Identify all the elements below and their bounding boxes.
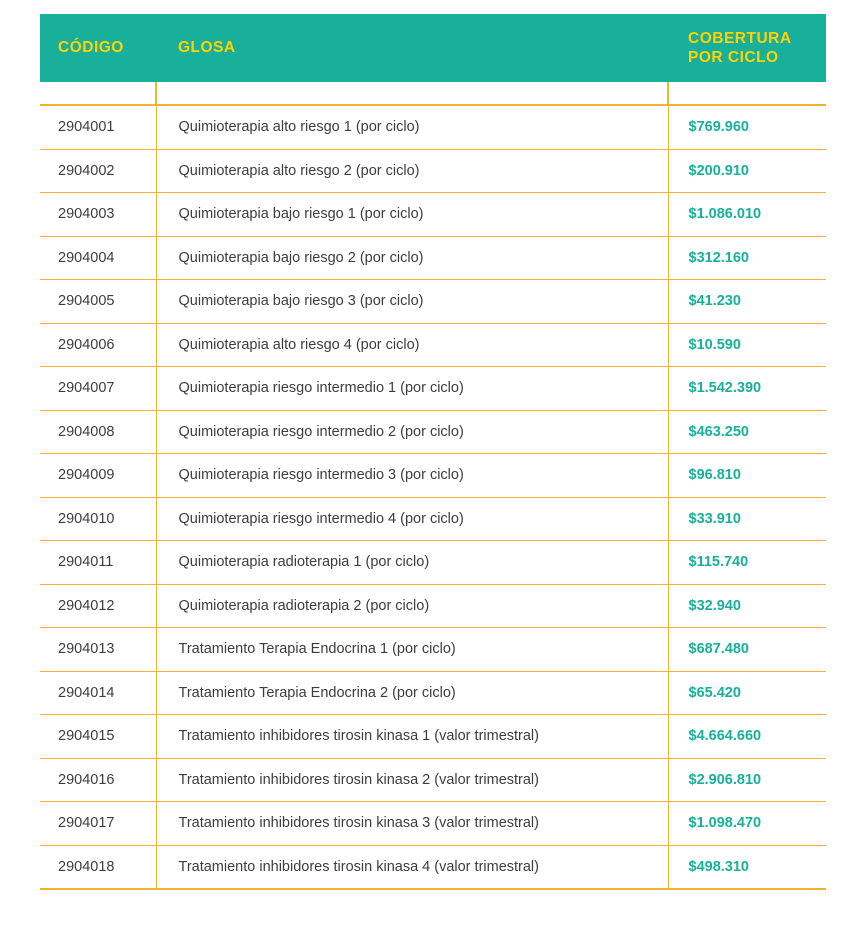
table-row	[40, 497, 826, 541]
cell-codigo: 2904004	[40, 236, 156, 280]
table-row	[40, 236, 826, 280]
cell-glosa: Tratamiento inhibidores tirosin kinasa 2 (valor trimestral)	[156, 758, 668, 802]
header-row	[40, 14, 826, 82]
table-row	[40, 149, 826, 193]
cell-glosa: Quimioterapia bajo riesgo 1 (por ciclo)	[156, 193, 668, 237]
tick-mark-code	[40, 82, 156, 105]
cell-cobertura: $769.960	[668, 105, 826, 149]
cell-codigo: 2904005	[40, 280, 156, 324]
table-row	[40, 628, 826, 672]
cell-cobertura: $1.542.390	[668, 367, 826, 411]
cell-glosa: Tratamiento Terapia Endocrina 1 (por ciclo)	[156, 628, 668, 672]
column-header-glosa: GLOSA	[156, 14, 668, 82]
tick-mark-glosa	[156, 82, 668, 105]
cell-glosa: Tratamiento inhibidores tirosin kinasa 1 (valor trimestral)	[156, 715, 668, 759]
cell-glosa: Quimioterapia alto riesgo 2 (por ciclo)	[156, 149, 668, 193]
cell-cobertura: $32.940	[668, 584, 826, 628]
cell-cobertura: $498.310	[668, 845, 826, 889]
cell-cobertura: $10.590	[668, 323, 826, 367]
cell-codigo: 2904006	[40, 323, 156, 367]
cell-codigo: 2904007	[40, 367, 156, 411]
cell-cobertura: $312.160	[668, 236, 826, 280]
table-row	[40, 280, 826, 324]
cell-codigo: 2904002	[40, 149, 156, 193]
cell-cobertura: $1.086.010	[668, 193, 826, 237]
cell-cobertura: $96.810	[668, 454, 826, 498]
cell-codigo: 2904014	[40, 671, 156, 715]
table-row	[40, 323, 826, 367]
cell-glosa: Quimioterapia riesgo intermedio 2 (por ciclo)	[156, 410, 668, 454]
cell-glosa: Quimioterapia bajo riesgo 2 (por ciclo)	[156, 236, 668, 280]
table-header	[40, 14, 826, 82]
cell-codigo: 2904015	[40, 715, 156, 759]
cell-codigo: 2904012	[40, 584, 156, 628]
table-row	[40, 193, 826, 237]
table-top-tick-row	[40, 82, 826, 105]
column-header-codigo: CÓDIGO	[40, 14, 156, 82]
tick-mark-cover	[668, 82, 826, 105]
cell-cobertura: $687.480	[668, 628, 826, 672]
table-row	[40, 584, 826, 628]
cell-glosa: Tratamiento inhibidores tirosin kinasa 3 (valor trimestral)	[156, 802, 668, 846]
cell-cobertura: $4.664.660	[668, 715, 826, 759]
cell-cobertura: $65.420	[668, 671, 826, 715]
cell-glosa: Quimioterapia riesgo intermedio 1 (por ciclo)	[156, 367, 668, 411]
cell-cobertura: $1.098.470	[668, 802, 826, 846]
column-header-cobertura	[668, 14, 826, 82]
table-row	[40, 410, 826, 454]
coverage-table	[40, 14, 826, 890]
cell-glosa: Quimioterapia alto riesgo 4 (por ciclo)	[156, 323, 668, 367]
cell-glosa: Quimioterapia alto riesgo 1 (por ciclo)	[156, 105, 668, 149]
table-row	[40, 367, 826, 411]
cell-codigo: 2904017	[40, 802, 156, 846]
cell-glosa: Quimioterapia radioterapia 2 (por ciclo)	[156, 584, 668, 628]
cell-codigo: 2904009	[40, 454, 156, 498]
table-row	[40, 845, 826, 889]
table-row	[40, 541, 826, 585]
column-header-cobertura-line2: POR CICLO	[688, 49, 779, 66]
cell-glosa: Quimioterapia bajo riesgo 3 (por ciclo)	[156, 280, 668, 324]
cell-glosa: Quimioterapia riesgo intermedio 3 (por ciclo)	[156, 454, 668, 498]
table-row	[40, 802, 826, 846]
table-row	[40, 105, 826, 149]
cell-glosa: Tratamiento inhibidores tirosin kinasa 4 (valor trimestral)	[156, 845, 668, 889]
cell-codigo: 2904010	[40, 497, 156, 541]
cell-cobertura: $2.906.810	[668, 758, 826, 802]
cell-cobertura: $463.250	[668, 410, 826, 454]
table-body	[40, 105, 826, 889]
cell-cobertura: $200.910	[668, 149, 826, 193]
cell-codigo: 2904001	[40, 105, 156, 149]
table-row	[40, 454, 826, 498]
cell-glosa: Quimioterapia riesgo intermedio 4 (por ciclo)	[156, 497, 668, 541]
table-row	[40, 671, 826, 715]
cell-glosa: Tratamiento Terapia Endocrina 2 (por ciclo)	[156, 671, 668, 715]
table-row	[40, 758, 826, 802]
cell-codigo: 2904008	[40, 410, 156, 454]
table-row	[40, 715, 826, 759]
cell-cobertura: $33.910	[668, 497, 826, 541]
cell-codigo: 2904011	[40, 541, 156, 585]
cell-codigo: 2904018	[40, 845, 156, 889]
column-header-cobertura-line1: COBERTURA	[688, 29, 792, 47]
cell-cobertura: $115.740	[668, 541, 826, 585]
cell-glosa: Quimioterapia radioterapia 1 (por ciclo)	[156, 541, 668, 585]
coverage-table-container	[40, 14, 826, 890]
cell-codigo: 2904016	[40, 758, 156, 802]
cell-cobertura: $41.230	[668, 280, 826, 324]
cell-codigo: 2904013	[40, 628, 156, 672]
cell-codigo: 2904003	[40, 193, 156, 237]
